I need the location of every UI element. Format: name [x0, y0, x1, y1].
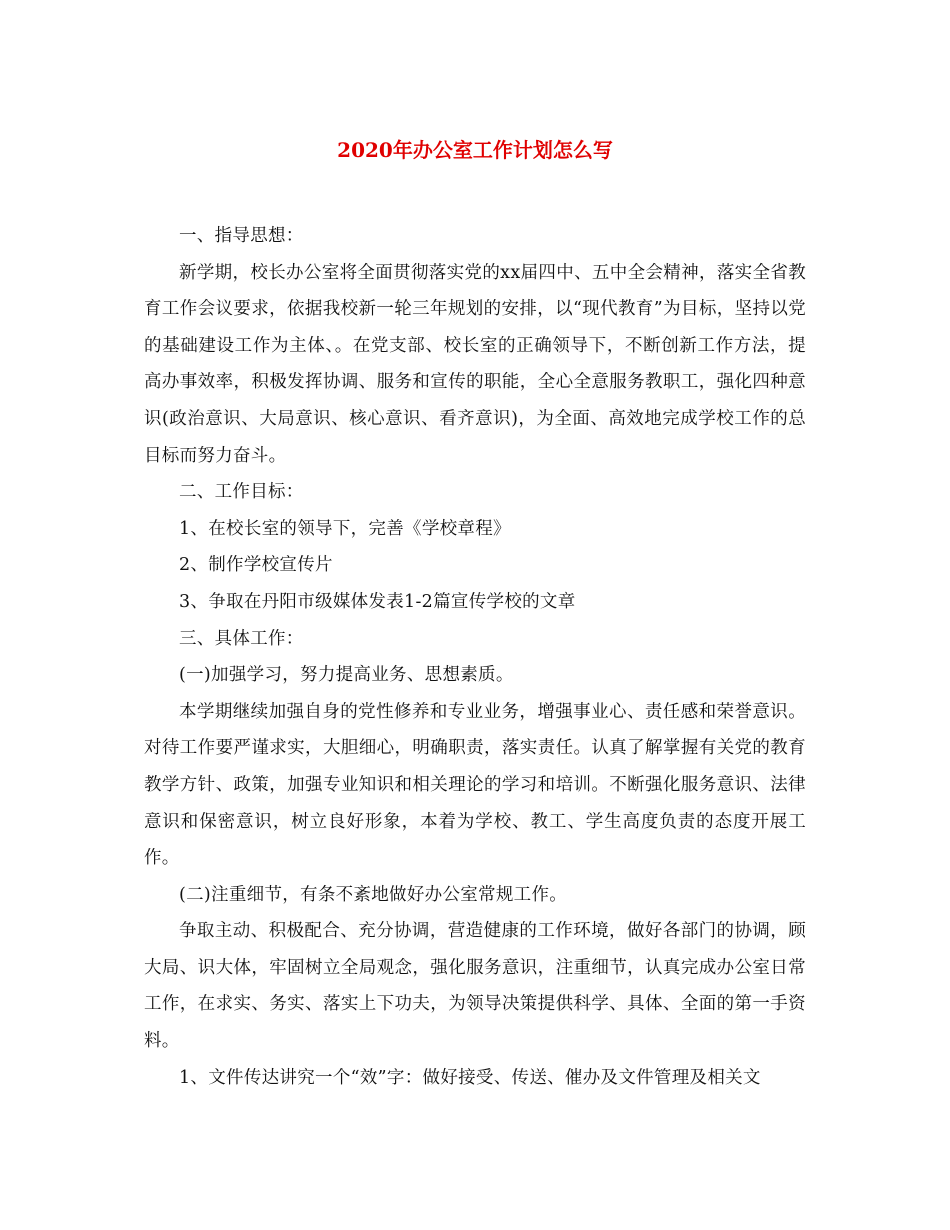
paragraph-guiding-thought: 新学期，校长办公室将全面贯彻落实党的xx届四中、五中全会精神，落实全省教育工作会议要求，依据我校新一轮三年规划的安排，以“现代教育”为目标，坚持以党的基础建设工作为主体、。在党支部、校长室的正确领导下，不断创新工作方法，提高办事效率，积极发挥协调、服务和宣传的职能，全心全意服务教职工，强化四种意识(政治意识、大局意识、核心意识、看齐意识)，为全面、高效地完成学校工作的总目标而努力奋斗。 — [144, 262, 806, 466]
goal-item-2: 2、制作学校宣传片 — [179, 555, 333, 576]
section-heading-guiding-thought: 一、指导思想： — [179, 226, 304, 246]
paragraph-routine-work: 争取主动、积极配合、充分协调，营造健康的工作环境，做好各部门的协调，顾大局、识大体，牢固树立全局观念，强化服务意识，注重细节，认真完成办公室日常工作，在求实、务实、落实上下功夫，为领导决策提供科学、具体、全面的第一手资料。 — [144, 921, 806, 1052]
section-heading-specific-work: 三、具体工作： — [179, 628, 304, 649]
document-title: 2020年办公室工作计划怎么写 — [337, 138, 613, 162]
subsection-heading-2: (二)注重细节，有条不紊地做好办公室常规工作。 — [179, 884, 568, 905]
paragraph-study: 本学期继续加强自身的党性修养和专业业务，增强事业心、责任感和荣誉意识。对待工作要严谨求实，大胆细心，明确职责，落实责任。认真了解掌握有关党的教育教学方针、政策，加强专业知识和相关理论的学习和培训。不断强化服务意识、法律意识和保密意识，树立良好形象，本着为学校、教工、学生高度负责的态度开展工作。 — [144, 701, 806, 869]
goal-item-3: 3、争取在丹阳市级媒体发表1-2篇宣传学校的文章 — [179, 591, 576, 612]
section-heading-work-goals: 二、工作目标： — [179, 482, 304, 503]
subsection-heading-1: (一)加强学习，努力提高业务、思想素质。 — [179, 665, 514, 686]
goal-item-1: 1、在校长室的领导下，完善《学校章程》 — [179, 518, 511, 539]
paragraph-document-transmission: 1、文件传达讲究一个“效”字：做好接受、传送、催办及文件管理及相关文 — [179, 1067, 761, 1088]
document-body — [144, 218, 806, 1096]
